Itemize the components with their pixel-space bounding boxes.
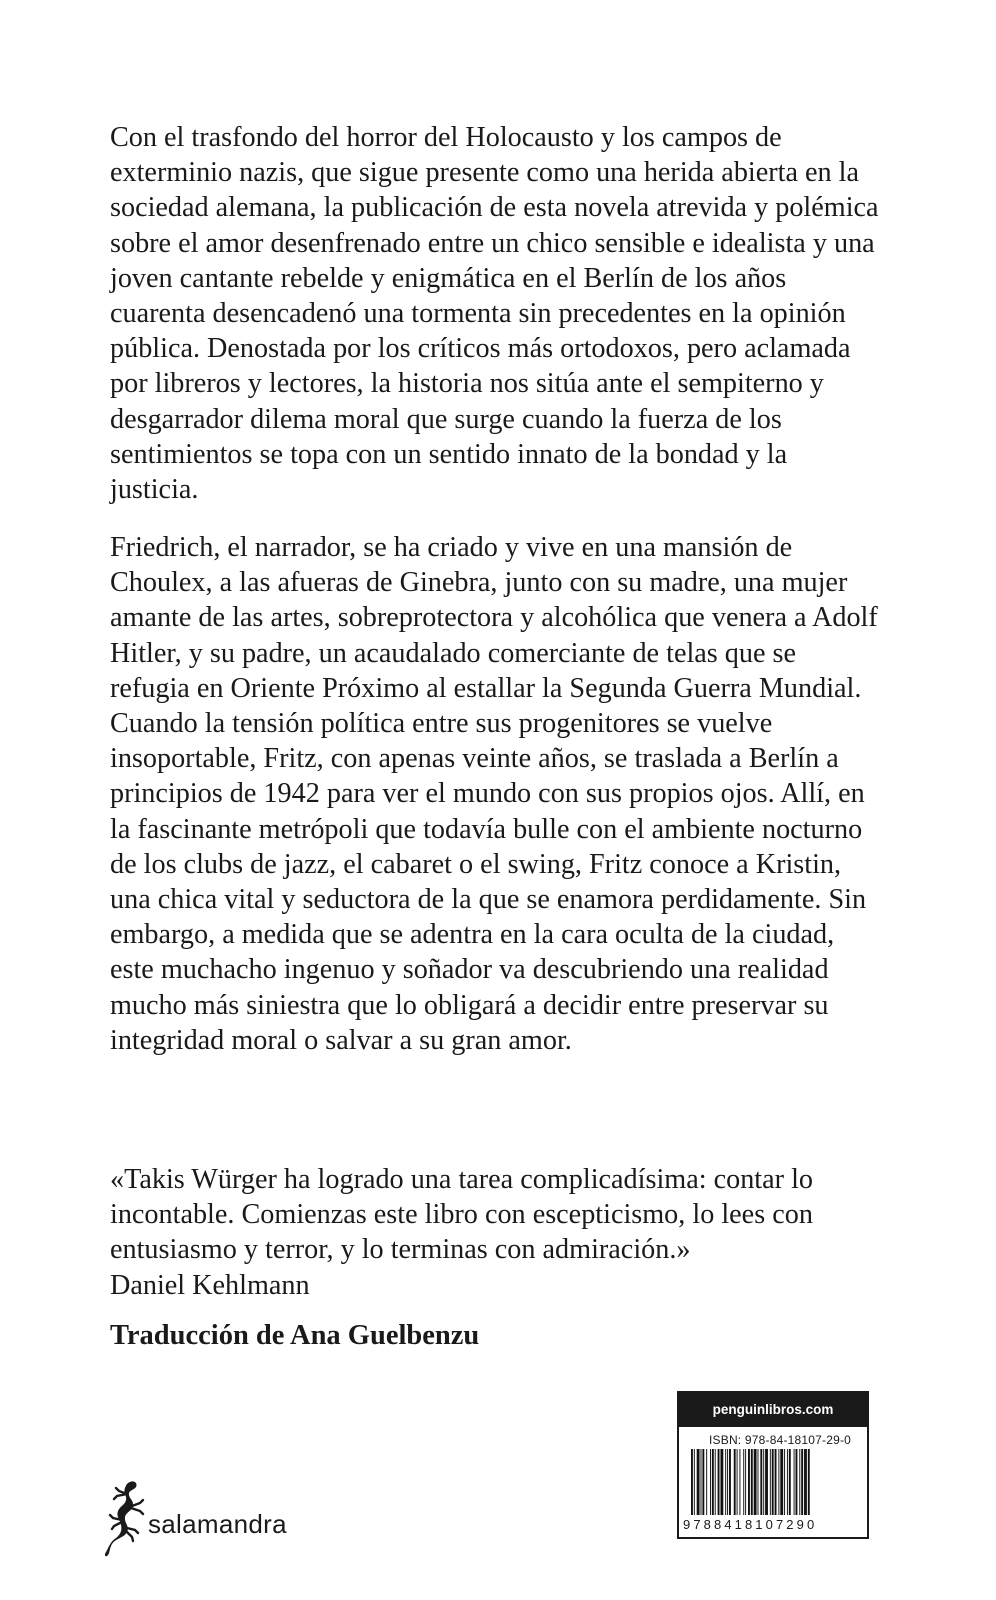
isbn-label: ISBN: 978-84-18107-29-0 [709,1433,852,1447]
blurb-paragraph-1: Con el trasfondo del horror del Holocausto y los campos de exterminio nazis, que sigue presente como una herida abierta en la sociedad alemana, la publicación de esta novela atrevida y polémica sobre el amor desenfrenado entre un chico sensible e idealista y una joven cantante rebelde y enigmática en el Berlín de los años cuarenta desencadenó una tormenta sin precedentes en la opinión pública. Denostada por los críticos más ortodoxos, pero aclamada por libreros y lectores, la historia nos sitúa ante el sempiterno y desgarrador dilema moral que surge cuando la fuerza de los sentimientos se topa con un sentido innato de la bondad y la justicia. [110,122,879,506]
barcode-bars [691,1449,859,1517]
publisher-website: penguinlibros.com [679,1393,867,1427]
barcode-panel [677,1391,869,1539]
publisher-name: salamandra [148,1509,287,1539]
review-quote [110,1162,880,1303]
publisher-logo [100,1478,320,1558]
barcode-digits: 9788418107290 [683,1517,818,1532]
blurb-paragraph-2: Friedrich, el narrador, se ha criado y vive en una mansión de Choulex, a las afueras de Ginebra, junto con su madre, una mujer amante de las artes, sobreprotectora y alcohólica que venera a Adolf Hitler, y su padre, un acaudalado comerciante de telas que se refugia en Oriente Próximo al estallar la Segunda Guerra Mundial. Cuando la tensión política entre sus progenitores se vuelve insoportable, Fritz, con apenas veinte años, se traslada a Berlín a principios de 1942 para ver el mundo con sus propios ojos. Allí, en la fascinante metrópoli que todavía bulle con el ambiente nocturno de los clubs de jazz, el cabaret o el swing, Fritz conoce a Kristin, una chica vital y seductora de la que se enamora perdidamente. Sin embargo, a medida que se adentra en la cara oculta de la ciudad, este muchacho ingenuo y soñador va descubriendo una realidad mucho más siniestra que lo obligará a decidir entre preservar su integridad moral o salvar a su gran amor. [110,532,878,1056]
quote-author: Daniel Kehlmann [110,1269,310,1301]
salamander-icon [100,1478,148,1558]
quote-text: «Takis Würger ha logrado una tarea complicadísima: contar lo incontable. Comienzas este libro con escepticismo, lo lees con entusiasmo y terror, y lo terminas con admiración.» [110,1164,813,1266]
translator-credit: Traducción de Ana Guelbenzu [110,1320,480,1351]
